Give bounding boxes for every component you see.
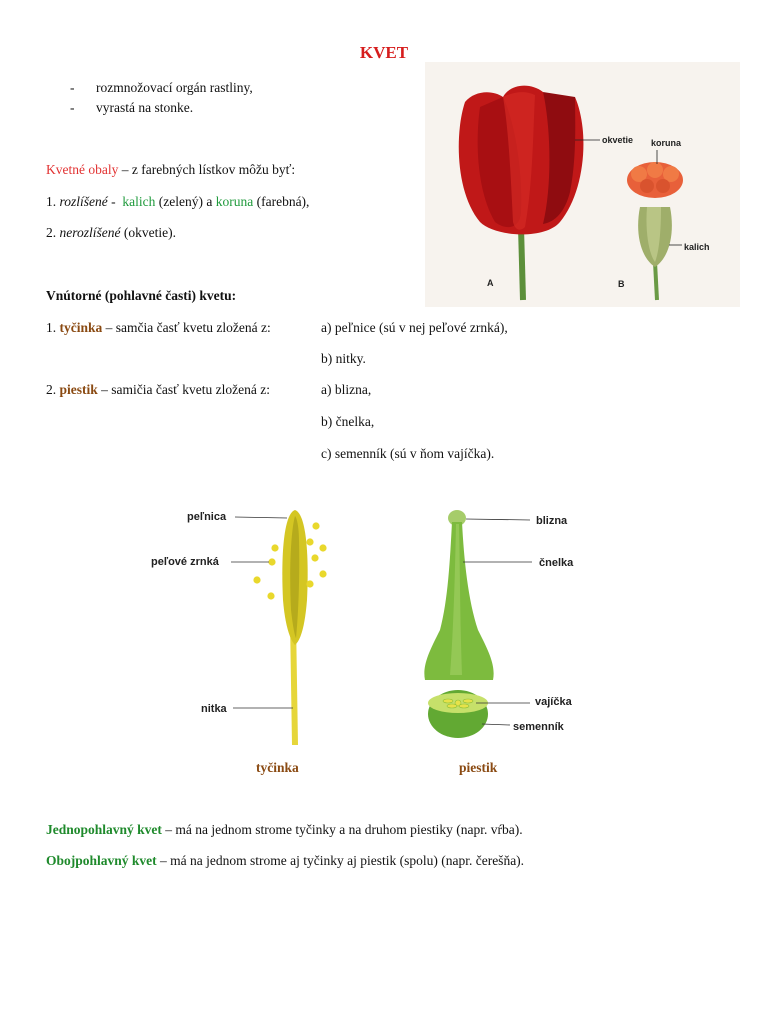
- jednopohlavny-text: – má na jednom strome tyčinky a na druhom piestiky (napr. vŕba).: [161, 822, 523, 837]
- obojpohlavny-term: Obojpohlavný kvet: [46, 853, 157, 868]
- tycinka-item: b) nitky.: [321, 351, 366, 366]
- rozlisene-term: rozlíšené: [59, 194, 108, 209]
- cnelka-label: čnelka: [539, 557, 574, 569]
- separator: -: [107, 194, 123, 209]
- tycinka-text: – samčia časť kvetu zložená z:: [102, 320, 271, 335]
- kalich-label: kalich: [684, 242, 710, 252]
- nitka-label: nitka: [201, 703, 227, 715]
- vajicka-label: vajíčka: [535, 696, 572, 708]
- intro-item: [70, 100, 193, 116]
- tycinka-line: [46, 320, 271, 336]
- obaly-line-2: [46, 225, 176, 241]
- label-a: A: [487, 278, 494, 288]
- obaly-text: (farebná),: [253, 194, 310, 209]
- page-title: KVET: [359, 43, 409, 62]
- bullet-dash: -: [70, 100, 75, 115]
- label-b: B: [618, 279, 625, 289]
- obojpohlavny-text: – má na jednom strome aj tyčinky aj piestik (spolu) (napr. čerešňa).: [156, 853, 525, 868]
- obaly-line-1: [46, 194, 309, 210]
- blizna-label: blizna: [536, 515, 568, 527]
- obaly-term: Kvetné obaly: [46, 162, 119, 177]
- intro-text: vyrastá na stonke.: [96, 100, 194, 115]
- pelnica-label: peľnica: [187, 511, 227, 523]
- tycinka-item: a) peľnice (sú v nej peľové zrnká),: [321, 320, 508, 335]
- bullet-dash: -: [70, 80, 75, 95]
- list-number: 2.: [46, 382, 60, 397]
- tycinka-term: tyčinka: [59, 320, 103, 335]
- pelove-zrnka-label: peľové zrnká: [151, 556, 219, 568]
- koruna-term: koruna: [215, 194, 254, 209]
- vnutorne-heading: Vnútorné (pohlavné časti) kvetu:: [46, 288, 237, 303]
- list-number: 2.: [46, 225, 60, 240]
- obojpohlavny-line: [46, 853, 524, 869]
- list-number: 1.: [46, 194, 60, 209]
- obaly-line: [46, 162, 295, 178]
- obaly-text: – z farebných lístkov môžu byť:: [118, 162, 296, 177]
- obaly-text: (okvetie).: [120, 225, 176, 240]
- list-number: 1.: [46, 320, 60, 335]
- piestik-text: – samičia časť kvetu zložená z:: [97, 382, 270, 397]
- stamen-caption: tyčinka: [256, 760, 299, 775]
- obaly-text: (zelený) a: [155, 194, 216, 209]
- piestik-item: c) semenník (sú v ňom vajíčka).: [321, 446, 495, 461]
- nerozlisene-term: nerozlíšené: [59, 225, 121, 240]
- intro-text: rozmnožovací orgán rastliny,: [96, 80, 253, 95]
- koruna-label: koruna: [651, 138, 682, 148]
- kalich-term: kalich: [122, 194, 156, 209]
- stamen-figure: [145, 500, 355, 750]
- semennik-label: semenník: [513, 721, 564, 733]
- flower-figure: [425, 62, 740, 307]
- okvetie-label: okvetie: [602, 135, 634, 145]
- piestik-item: a) blizna,: [321, 382, 372, 397]
- jednopohlavny-line: [46, 822, 523, 838]
- pistil-figure: [400, 500, 620, 750]
- piestik-term: piestik: [59, 382, 98, 397]
- intro-item: [70, 80, 253, 96]
- jednopohlavny-term: Jednopohlavný kvet: [46, 822, 162, 837]
- pistil-caption: piestik: [459, 760, 498, 775]
- piestik-line: [46, 382, 270, 398]
- piestik-item: b) čnelka,: [321, 414, 375, 429]
